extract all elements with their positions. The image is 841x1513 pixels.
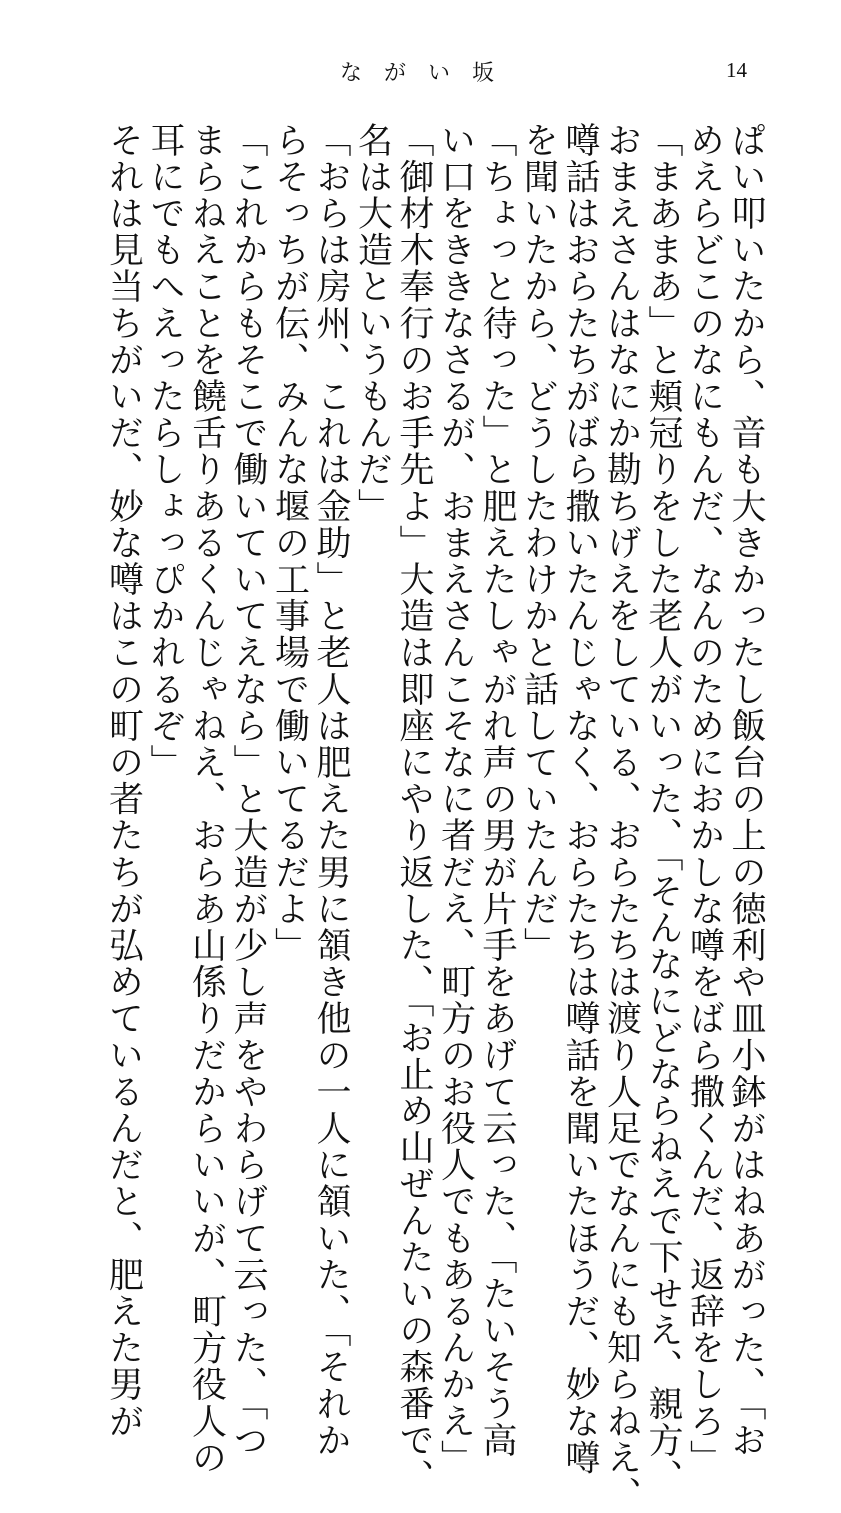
- text-line: めえらどこのなにもんだ、なんのためにおかしな噂をばら撒くんだ、返辞をしろ」: [684, 122, 725, 1477]
- text-line: 「御材木奉行のお手先よ」大造は即座にやり返した、「お止め山ぜんたいの森番で、: [394, 122, 434, 1496]
- body-text: [96, 122, 766, 1513]
- book-title: ながい坂: [340, 61, 517, 86]
- text-line: おまえさんはなにか勘ちげえをしている、おらたちは渡り人足でなんにも知らねえ、: [601, 122, 642, 1513]
- text-line: らそっちが伝、みんな堰の工事場で働いてるだよ」: [269, 122, 310, 964]
- text-line: ぱい叩いたから、音も大きかったし飯台の上の徳利や皿小鉢がはねあがった、「お: [726, 122, 766, 1459]
- text-line: を聞いたから、どうしたわけかと話していたんだ」: [518, 122, 559, 964]
- text-line: 「まあまあ」と頬冠りをした老人がいった、「そんなにどならねえで下せえ、親方、: [643, 122, 683, 1496]
- text-line: 耳にでもへえったらしょっぴかれるぞ」: [145, 122, 185, 781]
- text-line: それは見当ちがいだ、妙な噂はこの町の者たちが弘めているんだと、肥えた男が: [103, 122, 144, 1440]
- text-line: 噂話はおらたちがばら撒いたんじゃなく、おらたちは噂話を聞いたほうだ、妙な噂: [560, 122, 600, 1477]
- text-line: 「これからもそこで働いていてえなら」と大造が少し声をやわらげて云った、「つ: [228, 122, 268, 1459]
- text-line: 「ちょっと待った」と肥えたしゃがれ声の男が片手をあげて云った、「たいそう高: [477, 122, 517, 1459]
- text-line: 名は大造というもんだ」: [352, 122, 393, 525]
- text-line: い口をききなさるが、おまえさんこそなに者だえ、町方のお役人でもあるんかえ」: [435, 122, 476, 1477]
- text-line: まらねえことを饒舌りあるくんじゃねえ、おらあ山係りだからいいが、町方役人の: [186, 122, 227, 1477]
- text-line: 「おらは房州、これは金助」と老人は肥えた男に頷き他の一人に頷いた、「それか: [311, 122, 351, 1459]
- page-header: [0, 56, 841, 96]
- page-number: 14: [726, 58, 747, 82]
